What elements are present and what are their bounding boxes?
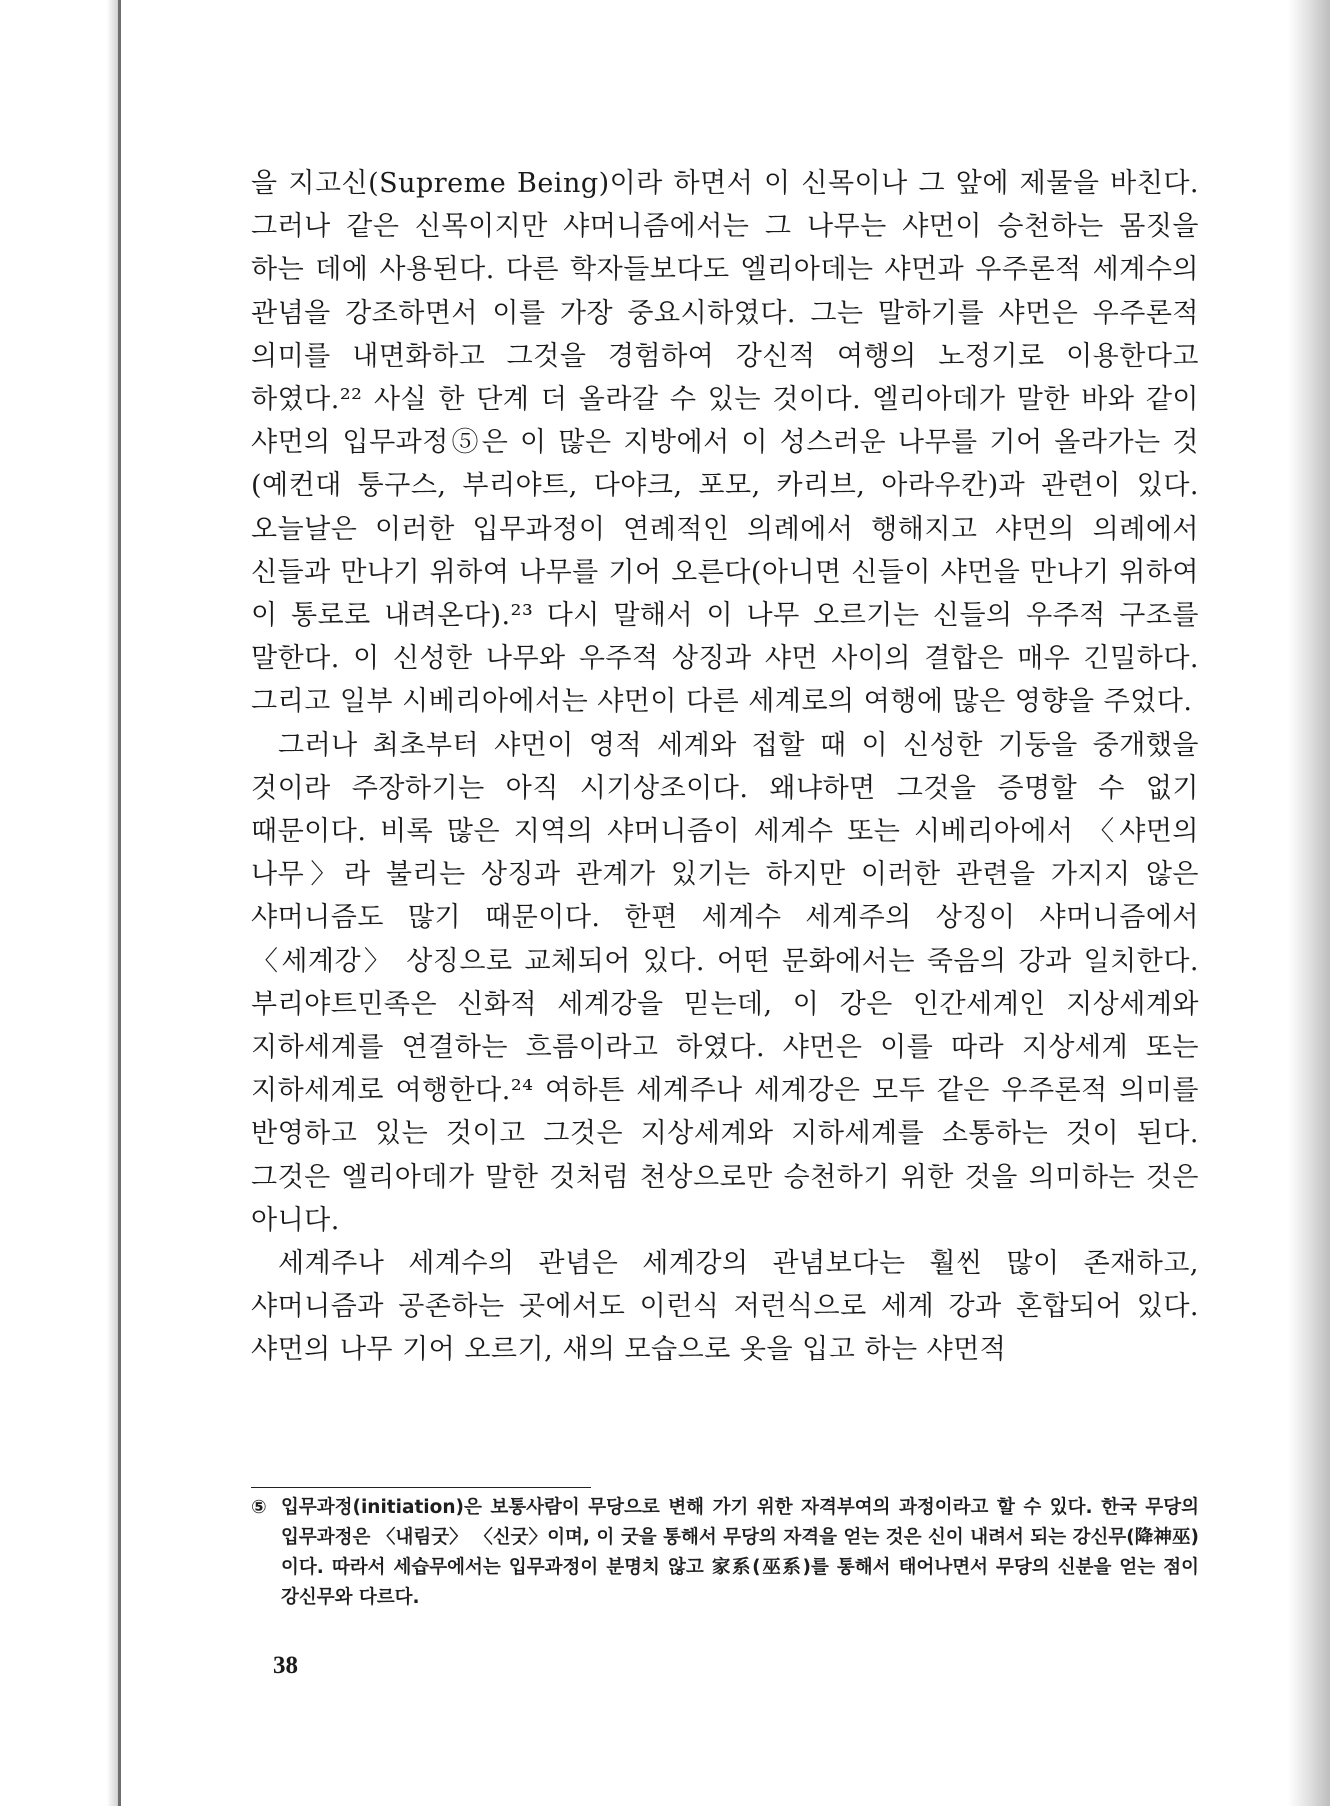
footnote-text: 입무과정(initiation)은 보통사람이 무당으로 변해 가기 위한 자격부여의 과정이라고 할 수 있다. 한국 무당의 입무과정은 〈내림굿〉 〈신굿〉이며, 이 굿을 통해서 무당의 자격을 얻는 것은 신이 내려서 되는 강신무(降神巫)이다. 따라서 세습무에서는 입무과정이 분명치 않고 家系(巫系)를 통해서 태어나면서 무당의 신분을 얻는 점이 강신무와 다르다.	[281, 1497, 1199, 1608]
paragraph-2: 그러나 최초부터 샤먼이 영적 세계와 접할 때 이 신성한 기둥을 중개했을 것이라 주장하기는 아직 시기상조이다. 왜냐하면 그것을 증명할 수 없기 때문이다. 비록 많은 지역의 샤머니즘이 세계수 또는 시베리아에서 〈샤먼의 나무〉라 불리는 상징과 관계가 있기는 하지만 이러한 관련을 가지지 않은 샤머니즘도 많기 때문이다. 한편 세계수 세계주의 상징이 샤머니즘에서 〈세계강〉 상징으로 교체되어 있다. 어떤 문화에서는 죽음의 강과 일치한다. 부리야트민족은 신화적 세계강을 믿는데, 이 강은 인간세계인 지상세계와 지하세계를 연결하는 흐름이라고 하였다. 샤먼은 이를 따라 지상세계 또는 지하세계로 여행한다.²⁴ 여하튼 세계주나 세계강은 모두 같은 우주론적 의미를 반영하고 있는 것이고 그것은 지상세계와 지하세계를 소통하는 것이 된다. 그것은 엘리아데가 말한 것처럼 천상으로만 승천하기 위한 것을 의미하는 것은 아니다.	[251, 729, 1199, 1236]
paragraph-1: 을 지고신(Supreme Being)이라 하면서 이 신목이나 그 앞에 제물을 바친다. 그러나 같은 신목이지만 샤머니즘에서는 그 나무는 샤먼이 승천하는 몸짓을 하는 데에 사용된다. 다른 학자들보다도 엘리아데는 샤먼과 우주론적 세계수의 관념을 강조하면서 이를 가장 중요시하였다. 그는 말하기를 샤먼은 우주론적 의미를 내면화하고 그것을 경험하여 강신적 여행의 노정기로 이용한다고 하였다.²² 사실 한 단계 더 올라갈 수 있는 것이다. 엘리아데가 말한 바와 같이 샤먼의 입무과정⑤은 이 많은 지방에서 이 성스러운 나무를 기어 올라가는 것(예컨대 퉁구스, 부리야트, 다야크, 포모, 카리브, 아라우칸)과 관련이 있다. 오늘날은 이러한 입무과정이 연례적인 의례에서 행해지고 샤먼의 의례에서 신들과 만나기 위하여 나무를 기어 오른다(아니면 신들이 샤먼을 만나기 위하여 이 통로로 내려온다).²³ 다시 말해서 이 나무 오르기는 신들의 우주적 구조를 말한다. 이 신성한 나무와 우주적 상징과 샤먼 사이의 결합은 매우 긴밀하다. 그리고 일부 시베리아에서는 샤먼이 다른 세계로의 여행에 많은 영향을 주었다.	[251, 168, 1199, 718]
paragraph-3: 세계주나 세계수의 관념은 세계강의 관념보다는 훨씬 많이 존재하고, 샤머니즘과 공존하는 곳에서도 이런식 저런식으로 세계 강과 혼합되어 있다. 샤먼의 나무 기어 오르기, 새의 모습으로 옷을 입고 하는 샤먼적	[251, 1248, 1199, 1366]
page-sheet	[121, 0, 1288, 1806]
body-text	[251, 162, 1199, 1372]
page-right-shadow	[1288, 0, 1330, 1806]
footnote-marker: ⑤	[251, 1497, 267, 1518]
footnote	[251, 1493, 1199, 1613]
book-gutter-shadow	[0, 0, 124, 1806]
page-number: 38	[273, 1652, 298, 1679]
footnote-divider	[251, 1487, 591, 1488]
